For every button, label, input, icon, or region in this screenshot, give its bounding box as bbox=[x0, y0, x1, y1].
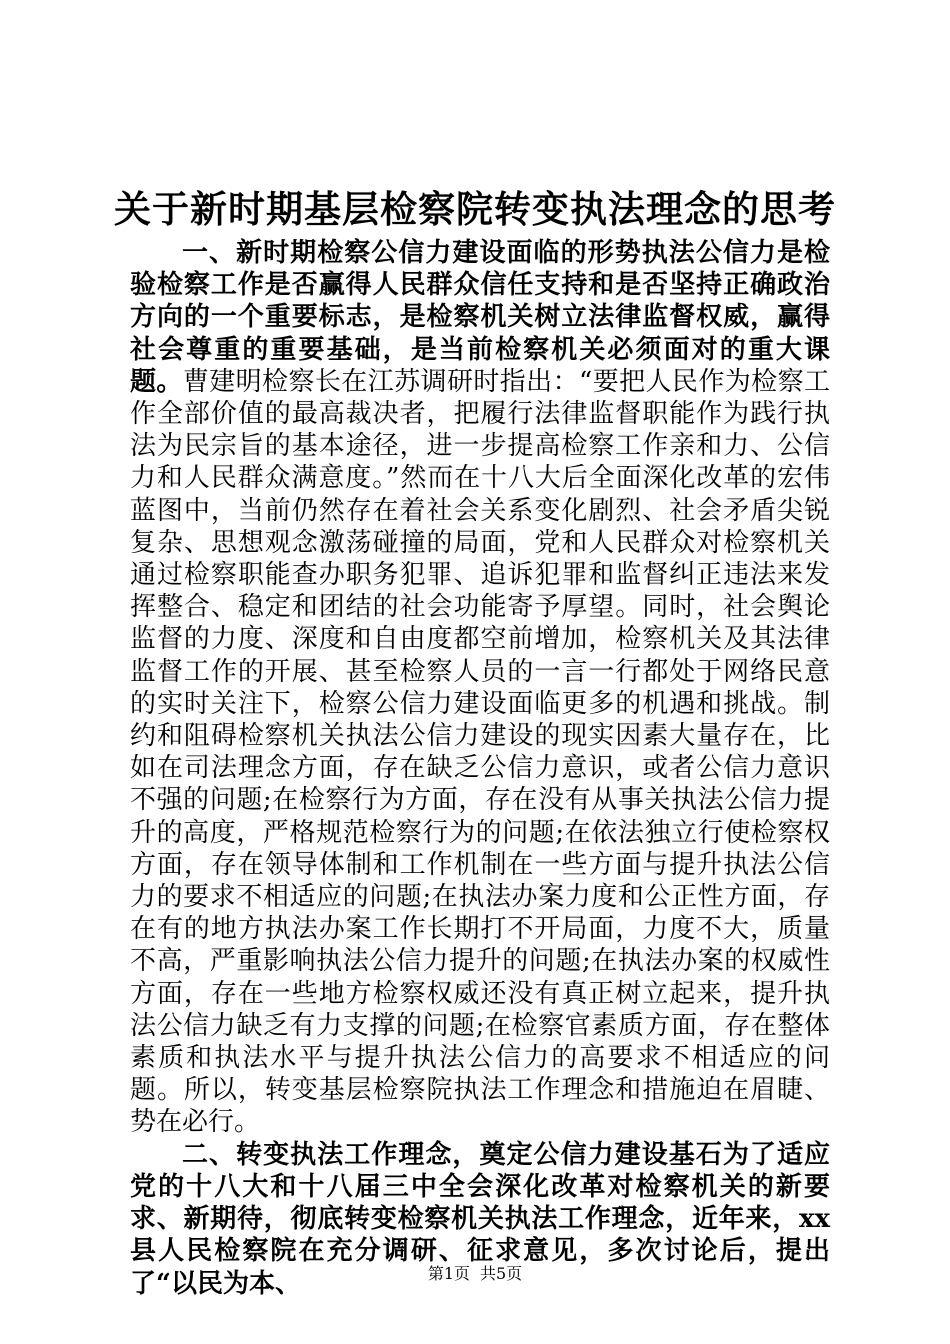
paragraph-1-heading: 一、新时期检察公信力建设面临的形势执法公信力是检验检察工作是否赢得人民群众信任支持和是否坚持正确政治方向的一个重要标志，是检察机关树立法律监督权威，赢得社会尊重的重要基础，是当前检察机关必须面对的重大课题。 bbox=[130, 238, 830, 397]
page-footer bbox=[0, 1264, 950, 1284]
paragraph-2-heading: 二、转变执法工作理念，奠定公信力建设基石为了适应党的十八大和十八届三中全会深化改革对检察机关的新要求、新期待，彻底转变检察机关执法工作理念，近年来，xx县人民检察院在充分调研、征求意见，多次讨论后，提出了“以民为本、 bbox=[130, 1139, 830, 1299]
paragraph-1-body: 曹建明检察长在江苏调研时指出：“要把人民作为检察工作全部价值的最高裁决者，把履行法律监督职能作为践行执法为民宗旨的基本途径，进一步提高检察工作亲和力、公信力和人民群众满意度。”然而在十八大后全面深化改革的宏伟蓝图中，当前仍然存在着社会关系变化剧烈、社会矛盾尖锐复杂、思想观念激荡碰撞的局面，党和人民群众对检察机关通过检察职能查办职务犯罪、追诉犯罪和监督纠正违法来发挥整合、稳定和团结的社会功能寄予厚望。同时，社会舆论监督的力度、深度和自由度都空前增加，检察机关及其法律监督工作的开展、甚至检察人员的一言一行都处于网络民意的实时关注下，检察公信力建设面临更多的机遇和挑战。制约和阻碍检察机关执法公信力建设的现实因素大量存在，比如在司法理念方面，存在缺乏公信力意识，或者公信力意识不强的问题;在检察行为方面，存在没有从事关执法公信力提升的高度，严格规范检察行为的问题;在依法独立行使检察权方面，存在领导体制和工作机制在一些方面与提升执法公信力的要求不相适应的问题;在执法办案力度和公正性方面，存在有的地方执法办案工作长期打不开局面，力度不大，质量不高，严重影响执法公信力提升的问题;在执法办案的权威性方面，存在一些地方检察权威还没有真正树立起来，提升执法公信力缺乏有力支撑的问题;在检察官素质方面，存在整体素质和执法水平与提升执法公信力的高要求不相适应的问题。所以，转变基层检察院执法工作理念和措施迫在眉睫、势在必行。 bbox=[130, 366, 830, 1138]
page-total: 共5页 bbox=[480, 1264, 523, 1283]
document-body bbox=[130, 237, 830, 1300]
page-number: 第1页 bbox=[427, 1264, 470, 1283]
document-title: 关于新时期基层检察院转变执法理念的思考 bbox=[114, 187, 836, 231]
paragraph-1 bbox=[130, 237, 830, 1139]
